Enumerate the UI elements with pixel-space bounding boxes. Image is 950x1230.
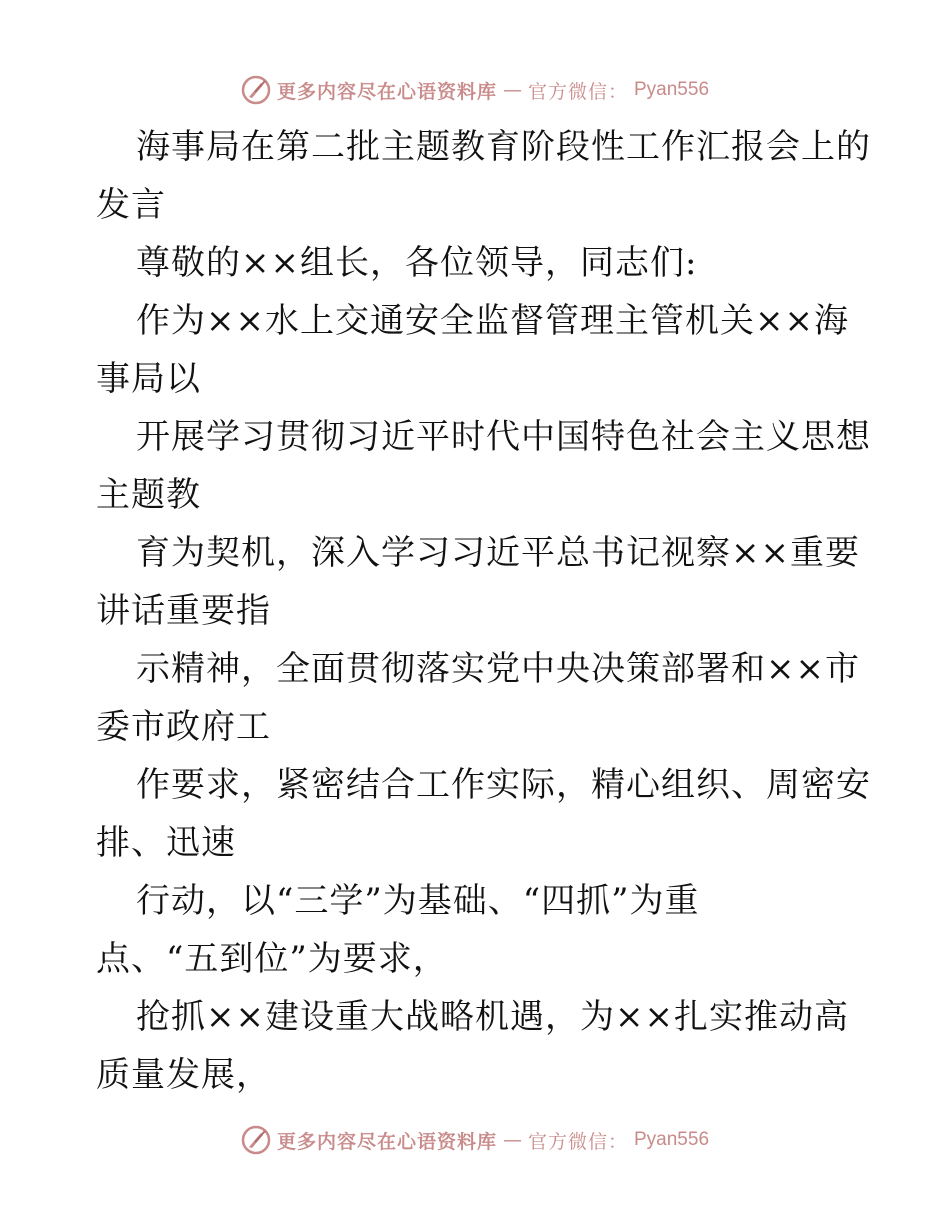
doc-line: 发言	[96, 185, 166, 225]
doc-line: 排、迅速	[96, 823, 236, 863]
doc-line: 主题教	[96, 475, 201, 515]
doc-line: 点、“五到位”为要求，	[96, 939, 448, 979]
document-body	[96, 118, 871, 1104]
watermark-label: 官方微信：	[527, 1130, 628, 1153]
watermark-id: Pyan556	[634, 79, 710, 100]
header-watermark	[0, 72, 950, 108]
doc-line: 抢抓××建设重大战略机遇，为××扎实推动高	[136, 997, 849, 1037]
watermark-label: 官方微信：	[527, 80, 628, 103]
watermark-dash: —	[502, 79, 522, 101]
doc-line: 作要求，紧密结合工作实际，精心组织、周密安	[136, 765, 871, 805]
feather-pen-logo-icon	[241, 1125, 271, 1155]
doc-line: 委市政府工	[96, 707, 271, 747]
doc-line: 质量发展，	[96, 1055, 271, 1095]
feather-pen-logo-icon	[241, 75, 271, 105]
doc-line: 海事局在第二批主题教育阶段性工作汇报会上的	[136, 127, 871, 167]
doc-line: 示精神，全面贯彻落实党中央决策部署和××市	[136, 649, 860, 689]
doc-line: 育为契机，深入学习习近平总书记视察××重要	[136, 533, 860, 573]
watermark-main-text: 更多内容尽在心语资料库	[276, 1130, 497, 1153]
watermark-main-text: 更多内容尽在心语资料库	[276, 80, 497, 103]
doc-line: 开展学习贯彻习近平时代中国特色社会主义思想	[136, 417, 871, 457]
watermark-dash: —	[502, 1129, 522, 1151]
doc-line: 行动，以“三学”为基础、“四抓”为重	[136, 881, 700, 921]
doc-line: 讲话重要指	[96, 591, 271, 631]
doc-line: 作为××水上交通安全监督管理主管机关××海	[136, 301, 849, 341]
doc-line: 尊敬的××组长，各位领导，同志们:	[136, 243, 698, 283]
doc-line: 事局以	[96, 359, 201, 399]
footer-watermark	[0, 1122, 950, 1158]
watermark-id: Pyan556	[634, 1129, 710, 1150]
